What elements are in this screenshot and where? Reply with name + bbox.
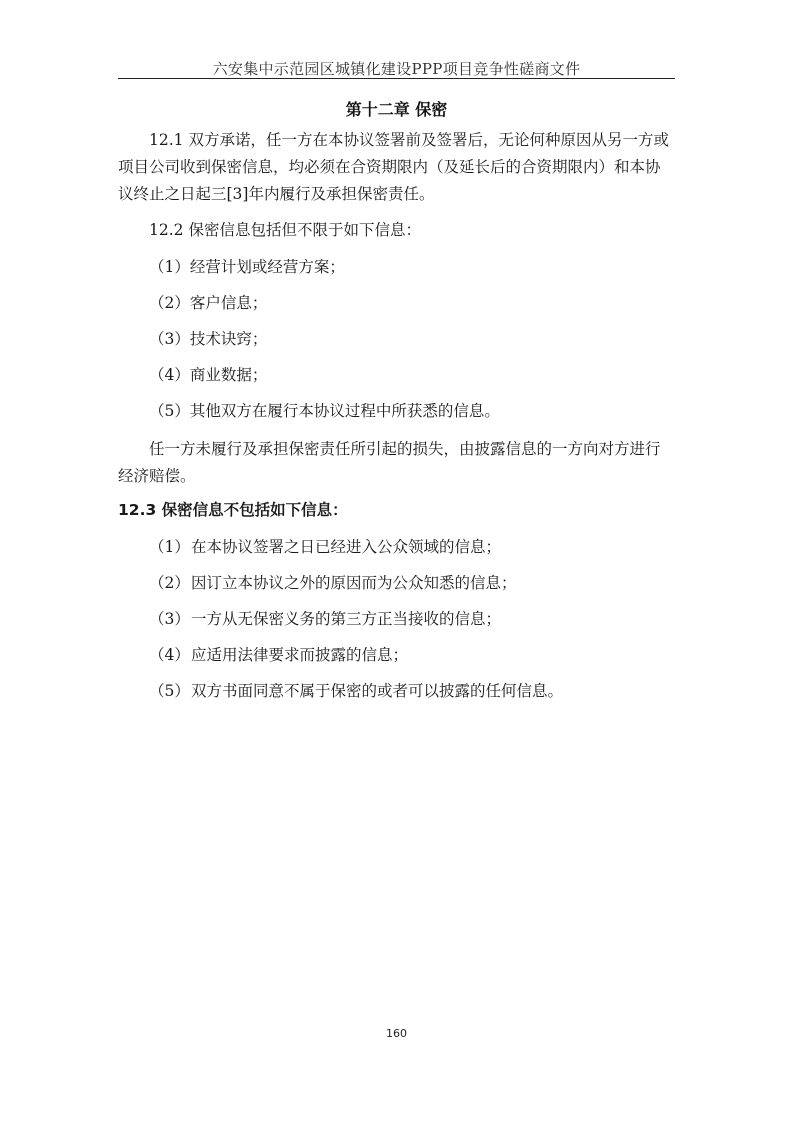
clause-12-3-heading: 12.3 保密信息不包括如下信息： bbox=[118, 501, 348, 519]
list-item bbox=[149, 537, 501, 557]
list-item-number: （1） bbox=[149, 538, 190, 556]
document-header: 六安集中示范园区城镇化建设PPP项目竞争性磋商文件 bbox=[212, 60, 581, 78]
list-item: （5）其他双方在履行本协议过程中所获悉的信息。 bbox=[149, 402, 500, 420]
page-number: 160 bbox=[386, 1027, 407, 1040]
chapter-title: 第十二章 保密 bbox=[345, 100, 448, 119]
list-item-number: （3） bbox=[149, 610, 190, 628]
liability-paragraph: 任一方未履行及承担保密责任所引起的损失，由披露信息的一方向对方进行经济赔偿。 bbox=[118, 440, 661, 485]
list-item bbox=[149, 609, 501, 629]
list-item: （2）客户信息； bbox=[149, 294, 268, 312]
list-item-text: 在本协议签署之日已经进入公众领域的信息； bbox=[191, 538, 502, 556]
clause-12-2: 12.2 保密信息包括但不限于如下信息： bbox=[149, 221, 421, 239]
list-item bbox=[149, 645, 408, 665]
list-item bbox=[149, 573, 517, 593]
list-item-number: （4） bbox=[149, 646, 190, 664]
list-item: （4）商业数据； bbox=[149, 366, 268, 384]
list-item bbox=[149, 681, 563, 701]
list-item-number: （5） bbox=[149, 682, 190, 700]
list-item-text: 双方书面同意不属于保密的或者可以披露的任何信息。 bbox=[191, 682, 564, 700]
list-item-number: （2） bbox=[149, 574, 190, 592]
list-item-text: 因订立本协议之外的原因而为公众知悉的信息； bbox=[191, 574, 517, 592]
list-item: （1）经营计划或经营方案； bbox=[149, 258, 345, 276]
list-item-text: 一方从无保密义务的第三方正当接收的信息； bbox=[191, 610, 502, 628]
list-item-text: 应适用法律要求而披露的信息； bbox=[191, 646, 409, 664]
header-divider bbox=[118, 78, 675, 79]
list-item: （3）技术诀窍； bbox=[149, 330, 268, 348]
clause-12-1: 12.1 双方承诺，任一方在本协议签署前及签署后，无论何种原因从另一方或项目公司收到保密信息，均必须在合资期限内（及延长后的合资期限内）和本协议终止之日起三[3]年内履行及承担保密责任。 bbox=[118, 131, 669, 203]
